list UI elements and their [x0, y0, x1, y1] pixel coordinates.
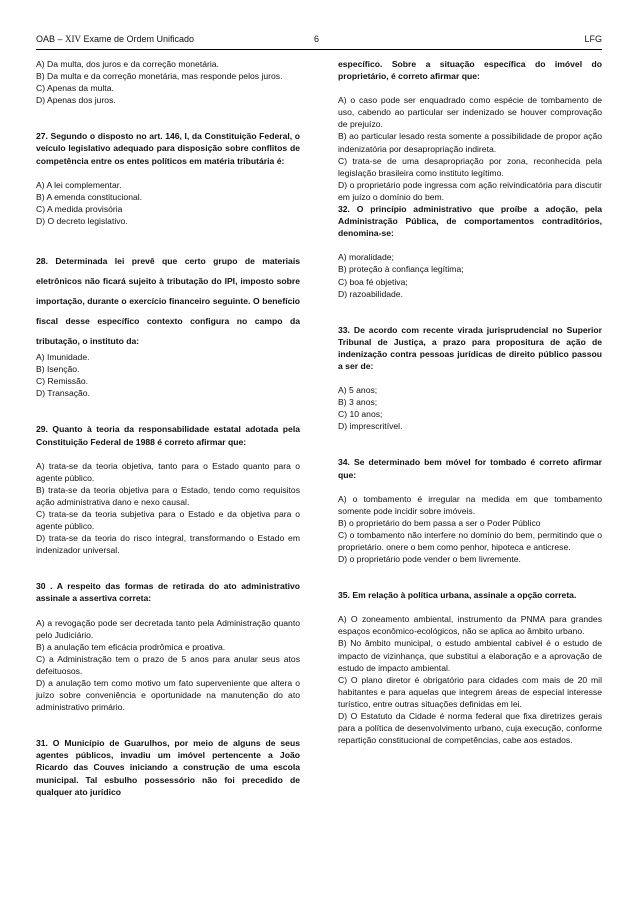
- question-33: 33. De acordo com recente virada jurisprudencial no Superior Tribunal de Justiça, a prazo para propositura de ação de indenização contra pessoas jurídicas de direito público passou a ser de:: [338, 324, 602, 371]
- option: A) A lei complementar.: [36, 179, 122, 190]
- page-number: 6: [314, 34, 320, 44]
- question-32: 32. O princípio administrativo que proíbe a adoção, pela Administração Pública, de comportamentos contraditórios, denomina-se:: [338, 204, 602, 239]
- option: C) boa fé objetiva;: [338, 276, 408, 287]
- option: C) o tombamento não interfere no domínio do bem, permitindo que o proprietário. onere o bem como penhor, hipoteca e anticrese.: [338, 529, 602, 552]
- option: C) Remissão.: [36, 376, 89, 387]
- option: A) trata-se da teoria objetiva, tanto para o Estado quanto para o agente público.: [36, 460, 300, 483]
- option: A) O zoneamento ambiental, instrumento da PNMA para grandes espaços econômico-ecológicos, não se aplica ao âmbito urbano.: [338, 614, 602, 637]
- header-publisher: LFG: [584, 34, 602, 44]
- option: A) 5 anos;: [338, 385, 378, 396]
- option: A) Imunidade.: [36, 352, 90, 363]
- option: C) 10 anos;: [338, 409, 383, 420]
- option: B) o proprietário do bem passa a ser o Poder Público: [338, 517, 541, 528]
- option: C) Apenas da multa.: [36, 83, 114, 94]
- option: C) trata-se da teoria subjetiva para o Estado e da objetiva para o agente público.: [36, 508, 300, 532]
- option: B) trata-se da teoria objetiva para o Estado, tendo como requisitos ação administrativa dano e nexo causal.: [36, 484, 300, 507]
- option: B) a anulação tem eficácia prodrômica e proativa.: [36, 641, 226, 652]
- option: B) A emenda constitucional.: [36, 191, 143, 202]
- option: B) proteção à confiança legítima;: [338, 264, 464, 275]
- option: B) No âmbito municipal, o estudo ambiental cabível é o estudo de impacto de vizinhança, que substitui a elaboração e a aprovação de estudo de impacto ambiental.: [338, 638, 602, 673]
- option: D) Apenas dos juros.: [36, 95, 116, 106]
- option: B) Isenção.: [36, 364, 80, 375]
- option: A) o tombamento é irregular na medida em que tombamento somente pode incidir sobre imóveis.: [338, 493, 602, 516]
- option: D) o proprietário pode vender o bem livremente.: [338, 554, 521, 565]
- option: A) a revogação pode ser decretada tanto pela Administração quanto pelo Judiciário.: [36, 617, 300, 640]
- option: D) O Estatuto da Cidade é norma federal que fixa diretrizes gerais para a política de desenvolvimento urbano, cuja execução, conforme repartição constitucional de competências, cabe aos estados.: [338, 711, 602, 746]
- right-column: [338, 58, 602, 746]
- option: D) Transação.: [36, 388, 90, 399]
- question-34: 34. Se determinado bem móvel for tombado é correto afirmar que:: [338, 457, 602, 480]
- option: D) trata-se da teoria do risco integral, transformando o Estado em indenizador universal.: [36, 533, 300, 556]
- option: D) a anulação tem como motivo um fato superveniente que altera o juízo sobre conveniência e oportunidade na manutenção do ato administrativo primário.: [36, 678, 300, 713]
- header-title-roman: XIV: [65, 34, 82, 44]
- option: C) a Administração tem o prazo de 5 anos para anular seus atos defeituosos.: [36, 653, 300, 676]
- option: B) ao particular lesado resta somente a possibilidade de propor ação indenizatória por desapropriação indireta.: [338, 131, 602, 154]
- question-31-continued: específico. Sobre a situação específica do imóvel do proprietário, é correto afirmar que:: [338, 59, 602, 82]
- header-title-prefix: OAB –: [36, 34, 66, 44]
- question-27: 27. Segundo o disposto no art. 146, I, da Constituição Federal, o veículo legislativo adequado para disposição sobre conflitos de competência entre os entes políticos em matéria tributária é:: [36, 131, 300, 166]
- question-31: 31. O Município de Guarulhos, por meio de alguns de seus agentes públicos, invadiu um imóvel pertencente a João Ricardo das Couves iniciando a construção de uma escola municipal. Tal esbulho possessório não foi precedido de qualquer ato jurídico: [36, 738, 300, 797]
- option: D) O decreto legislativo.: [36, 215, 128, 226]
- option: A) moralidade;: [338, 252, 394, 263]
- option: D) razoabilidade.: [338, 288, 403, 299]
- option: C) A medida provisória: [36, 203, 123, 214]
- option: A) Da multa, dos juros e da correção monetária.: [36, 59, 219, 69]
- question-29: 29. Quanto à teoria da responsabilidade estatal adotada pela Constituição Federal de 1988 é correto afirmar que:: [36, 424, 300, 447]
- header-title: [36, 34, 194, 44]
- option: D) imprescritível.: [338, 421, 403, 432]
- question-28: 28. Determinada lei prevê que certo grupo de materiais eletrônicos não ficará sujeito à tributação do IPI, imposto sobre importação, durante o exercício financeiro seguinte. O benefício fiscal desse específico contexto configura no campo da tributação, o instituto da:: [36, 256, 300, 347]
- question-30: 30 . A respeito das formas de retirada do ato administrativo assinale a assertiva correta:: [36, 581, 300, 604]
- header-rule: [36, 49, 602, 50]
- option: A) o caso pode ser enquadrado como espécie de tombamento de uso, cabendo ao particular ser indenizado se houver comprovação de prejuízo.: [338, 95, 602, 130]
- page-header: [36, 34, 602, 48]
- option: C) O plano diretor é obrigatório para cidades com mais de 20 mil habitantes e para aquelas que integrem áreas de especial interesse turístico, entre outras situações definidas em lei.: [338, 674, 602, 709]
- option: B) 3 anos;: [338, 397, 378, 408]
- option: D) o proprietário pode ingressa com ação reivindicatória para discutir em juízo o domínio do bem.: [338, 179, 602, 202]
- option: C) trata-se de uma desapropriação por zona, reconhecida pela legislação brasileira como instituto legítimo.: [338, 155, 602, 178]
- option: B) Da multa e da correção monetária, mas responde pelos juros.: [36, 71, 283, 82]
- header-title-suffix: Exame de Ordem Unificado: [81, 34, 195, 44]
- left-column: [36, 58, 300, 798]
- question-35: 35. Em relação à política urbana, assinale a opção correta.: [338, 590, 577, 601]
